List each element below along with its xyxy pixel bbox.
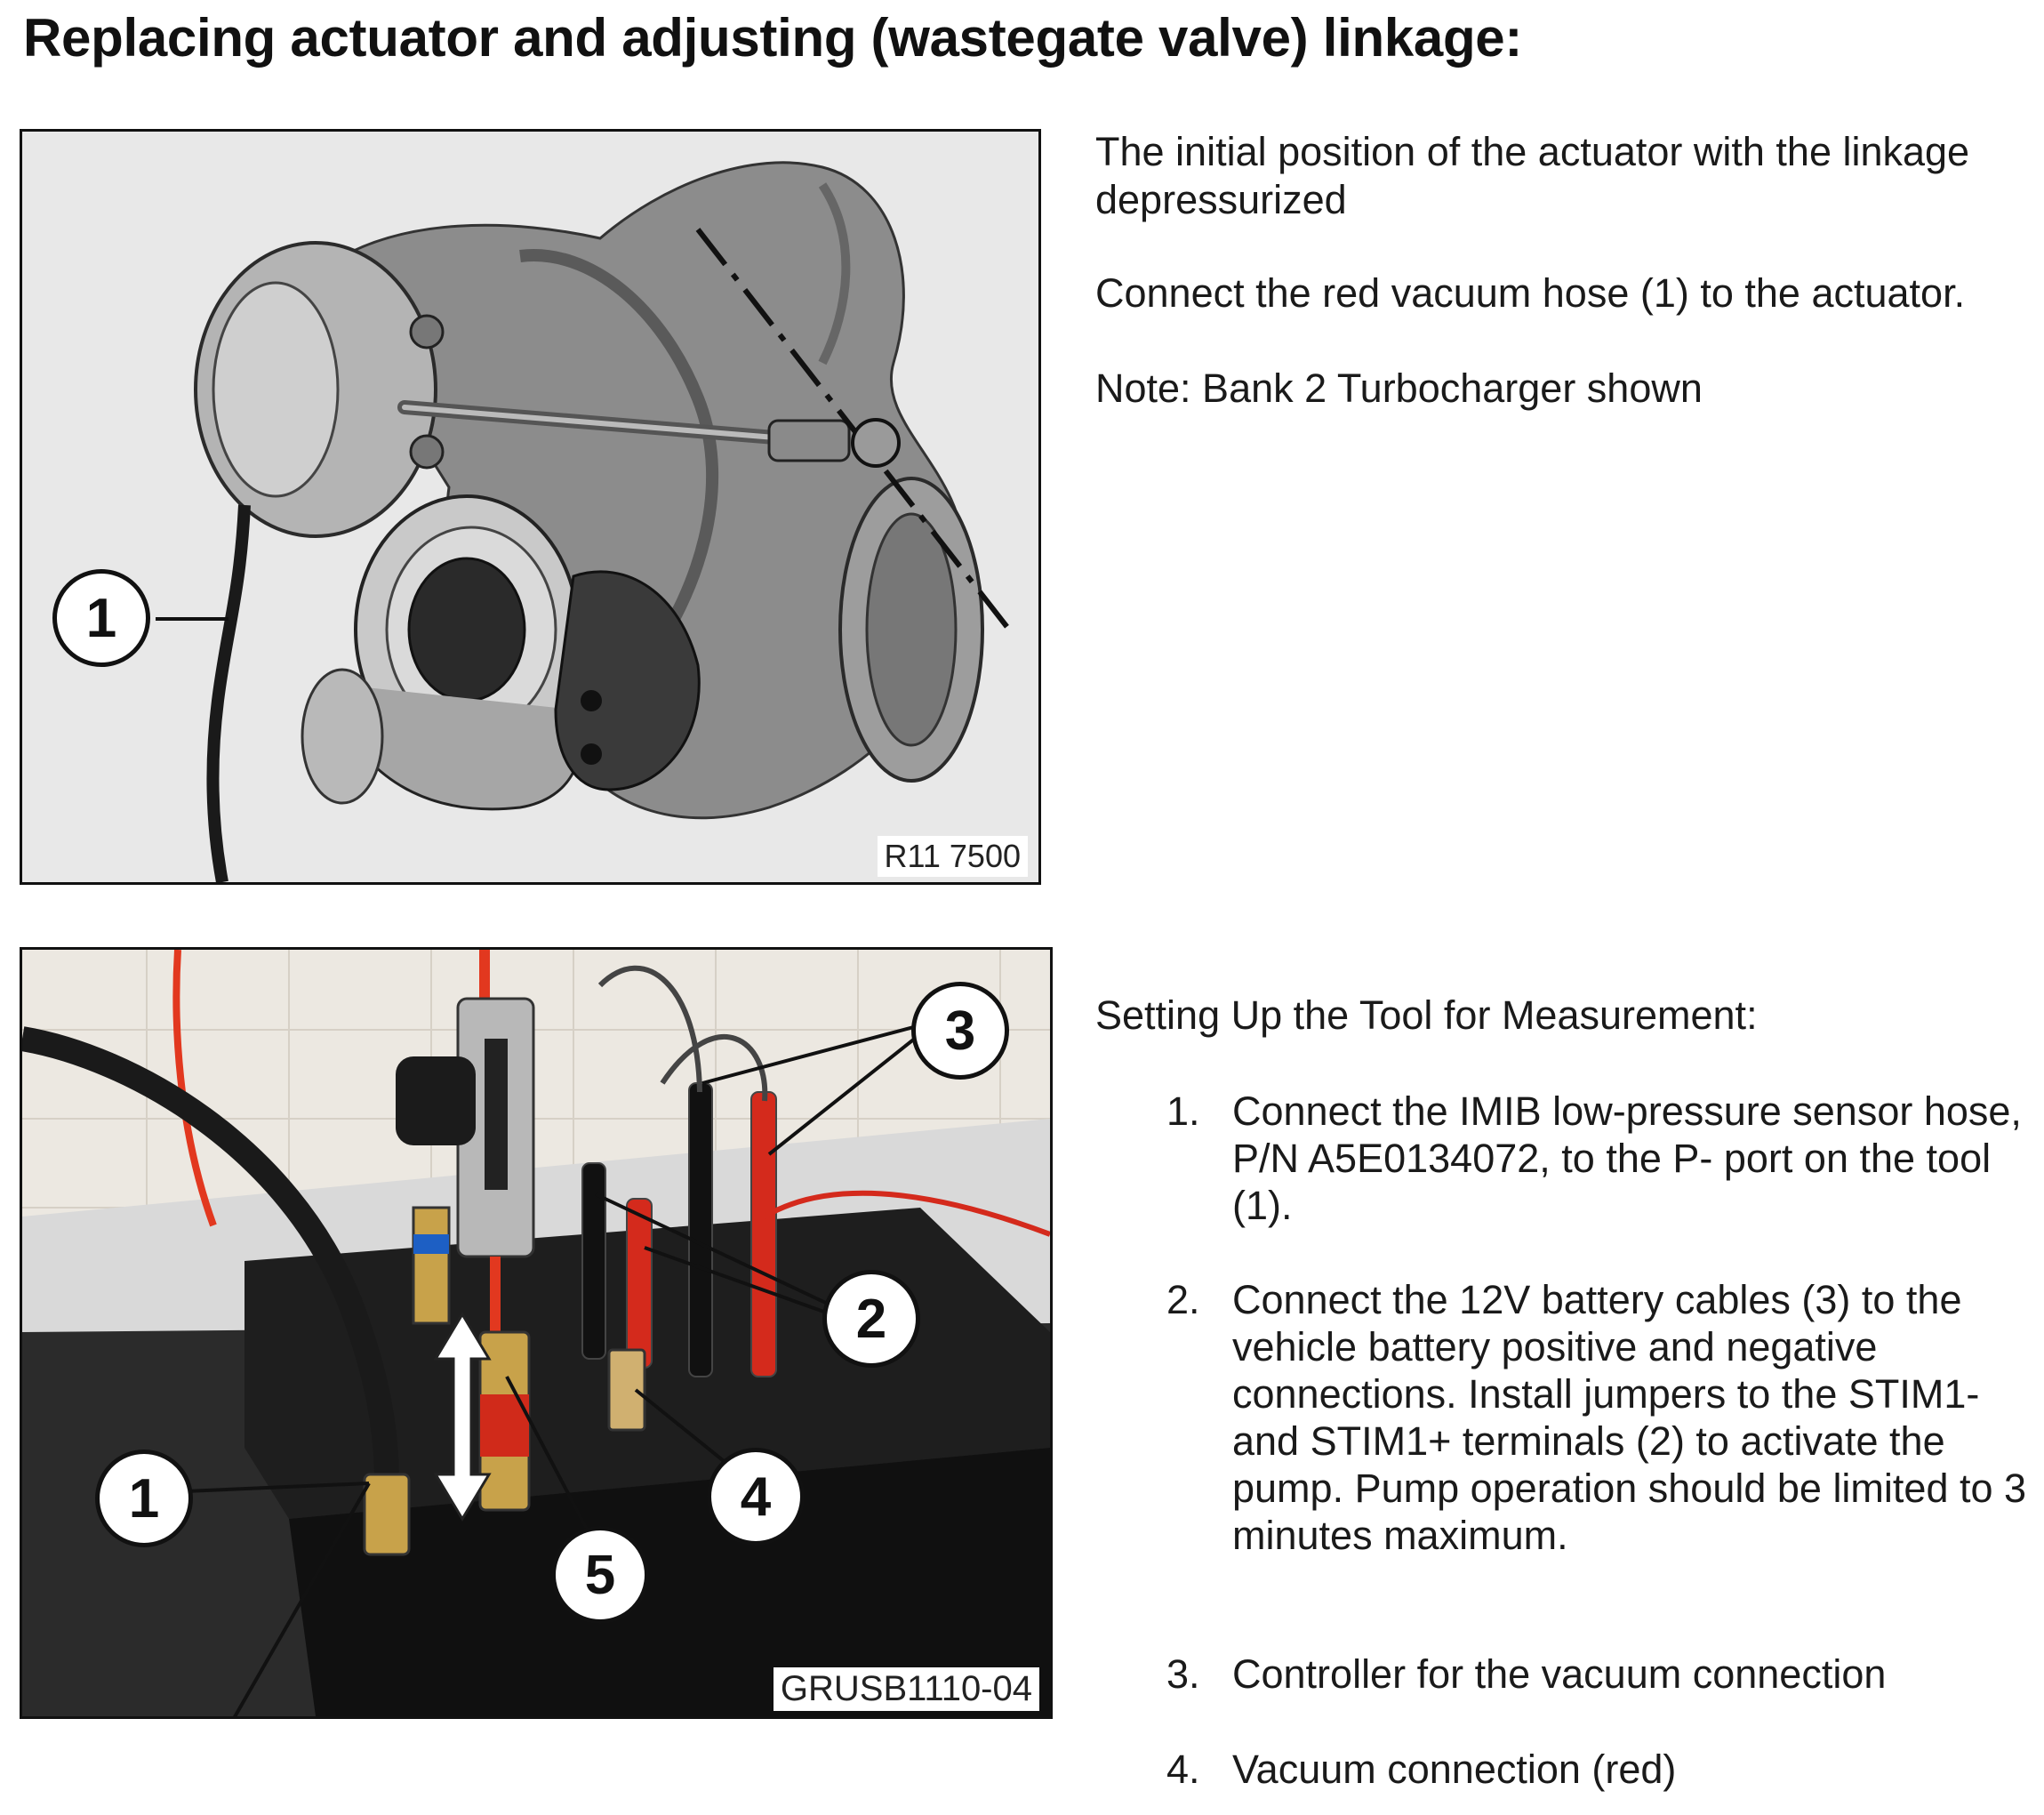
list-text: Connect the IMIB low-pressure sensor hose, P/N A5E0134072, to the P- port on the tool (1).: [1232, 1088, 2022, 1228]
figure-code-label: R11 7500: [878, 836, 1028, 877]
figure-code-label: GRUSB1110-04: [774, 1667, 1039, 1711]
callout-1: 1: [95, 1450, 193, 1547]
list-number: 3.: [1166, 1651, 1200, 1697]
callout-2: 2: [822, 1270, 920, 1368]
list-text: Vacuum connection (red): [1232, 1747, 1677, 1792]
initial-position-text: The initial position of the actuator with the linkage depressurized: [1095, 129, 1970, 222]
turbocharger-illustration: [22, 132, 1038, 882]
callout-3: 3: [911, 982, 1009, 1080]
callout-5: 5: [551, 1526, 649, 1624]
list-text: Controller for the vacuum connection: [1232, 1651, 1887, 1697]
callout-4: 4: [707, 1448, 805, 1546]
turbocharger-figure: [20, 129, 1041, 885]
setup-heading: Setting Up the Tool for Measurement:: [1095, 992, 1758, 1038]
connect-hose-text: Connect the red vacuum hose (1) to the actuator.: [1095, 270, 1966, 316]
tool-setup-figure: [20, 947, 1053, 1719]
list-number: 4.: [1166, 1747, 1200, 1792]
note-text: Note: Bank 2 Turbocharger shown: [1095, 365, 1703, 411]
list-number: 2.: [1166, 1277, 1200, 1322]
list-text: Connect the 12V battery cables (3) to the vehicle battery positive and negative connections. Install jumpers to the STIM1- and STIM1+ terminals (2) to activate the pump. Pump operation should be limited to 3 minutes maximum.: [1232, 1277, 2027, 1558]
list-number: 1.: [1166, 1088, 1200, 1134]
page-title: Replacing actuator and adjusting (wastegate valve) linkage:: [23, 8, 1523, 68]
callout-1: 1: [52, 569, 150, 667]
